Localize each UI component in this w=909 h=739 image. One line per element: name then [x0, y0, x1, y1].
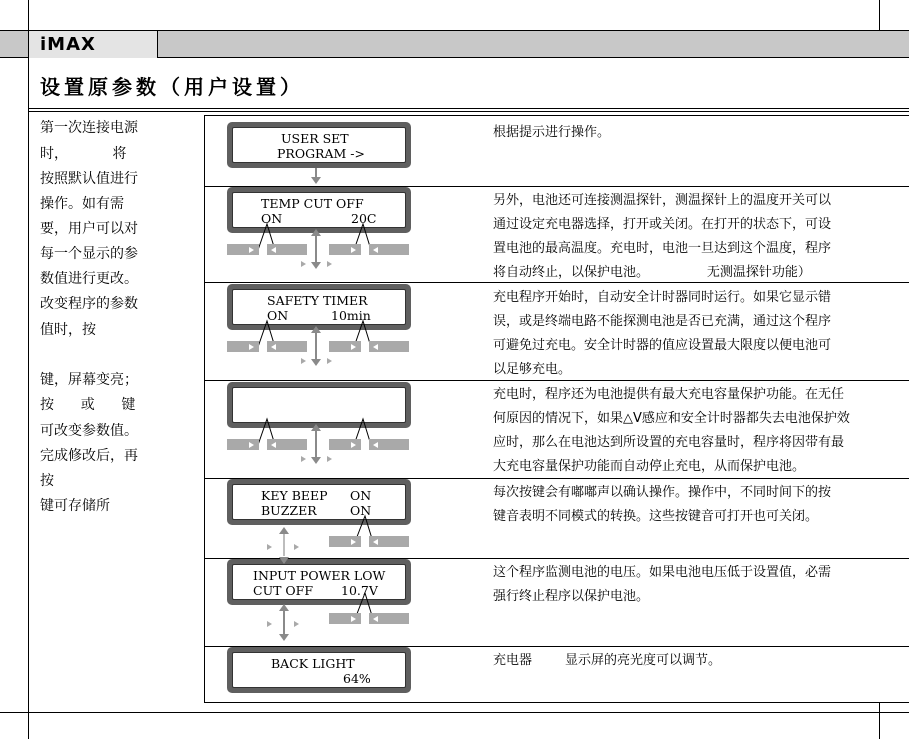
left-line: 按照默认值进行	[40, 171, 138, 187]
desc-line: 应时，那么在电池达到所设置的充电容量时，程序将因带有最	[493, 435, 845, 450]
arrow-head	[311, 424, 321, 431]
lcd-line: 10min	[331, 308, 371, 323]
description-safety-timer	[493, 286, 873, 382]
desc-line: 大充电容量保护功能而自动停止充电，从而保护电池。	[493, 459, 806, 474]
left-line: 操作。如有需	[40, 196, 124, 212]
up-down-arrow-icon	[283, 609, 285, 635]
small-right-arrow-icon	[301, 456, 306, 462]
lcd-line: 20C	[351, 211, 377, 226]
title-rule-2	[28, 111, 909, 112]
left-line: 每一个显示的参	[40, 246, 138, 262]
lcd-line: ON	[267, 308, 289, 323]
right-arrow-icon	[351, 344, 356, 350]
lcd-line: BACK LIGHT	[271, 656, 355, 671]
description-capacity-cut-off	[493, 383, 878, 479]
arrow-head	[279, 557, 289, 564]
description-user-set	[493, 121, 873, 145]
desc-line: 以足够充电。	[493, 362, 572, 377]
arrow-head	[311, 262, 321, 269]
arrow-head	[279, 527, 289, 534]
frame-bottom-line	[0, 712, 909, 713]
button-strip	[227, 341, 259, 352]
left-arrow-icon	[373, 442, 378, 448]
button-strip	[329, 341, 361, 352]
left-line: 值时，按	[40, 322, 96, 338]
desc-line: 充电程序开始时，自动安全计时器同时运行。如果它显示错	[493, 290, 832, 305]
desc-line: 强行终止程序以保护电池。	[493, 589, 650, 604]
arrow-head	[311, 457, 321, 464]
description-key-beep	[493, 481, 873, 529]
up-down-arrow-icon	[315, 234, 317, 262]
up-down-arrow-icon	[315, 429, 317, 457]
imax-logo: iMAX	[40, 34, 96, 55]
title-rule	[28, 108, 909, 109]
left-arrow-icon	[271, 442, 276, 448]
lcd-line: ON	[261, 211, 283, 226]
desc-line: 根据提示进行操作。	[493, 125, 611, 140]
left-arrow-icon	[271, 344, 276, 350]
right-arrow-icon	[351, 539, 356, 545]
button-strip	[329, 439, 361, 450]
lcd-line: ON	[350, 488, 372, 503]
small-right-arrow-icon	[294, 621, 299, 627]
left-arrow-icon	[373, 344, 378, 350]
desc-line: 这个程序监测电池的电压。如果电池电压低于设置值，必需	[493, 565, 832, 580]
desc-line: 何原因的情况下，如果△V感应和安全计时器都失去电池保护效	[493, 411, 850, 426]
right-arrow-icon	[249, 442, 254, 448]
left-line: 完成修改后，再	[40, 448, 138, 464]
arrow-head	[311, 326, 321, 333]
lcd-line: ON	[350, 503, 372, 518]
right-arrow-icon	[351, 616, 356, 622]
arrow-head	[279, 634, 289, 641]
lcd-line: PROGRAM ->	[277, 146, 365, 161]
desc-line: 通过设定充电器选择，打开或关闭。在打开的状态下，可设	[493, 217, 832, 232]
desc-line: 可避免过充电。安全计时器的值应设置最大限度以便电池可	[493, 338, 832, 353]
lcd-line: INPUT POWER LOW	[253, 568, 386, 583]
lcd-line: CUT OFF	[253, 583, 314, 598]
right-arrow-icon	[249, 344, 254, 350]
lcd-line: 10.7V	[341, 583, 378, 598]
description-back-light	[493, 649, 873, 673]
small-right-arrow-icon	[301, 261, 306, 267]
frame-right-line	[879, 0, 880, 30]
left-arrow-icon	[373, 539, 378, 545]
desc-line: 将自动终止，以保护电池。 无测温探针功能）	[493, 265, 811, 280]
description-temp-cut-off	[493, 189, 873, 285]
description-input-power-low	[493, 561, 873, 609]
left-line: 键，屏幕变亮；	[40, 372, 138, 388]
arrow-head	[279, 604, 289, 611]
lcd-line: 64%	[343, 671, 371, 686]
left-line: 键可存储所	[40, 498, 110, 514]
small-right-arrow-icon	[327, 358, 332, 364]
frame-right-line-bottom	[879, 703, 880, 739]
left-line: 时， 将	[40, 146, 127, 162]
page-title: 设置原参数（用户设置）	[40, 75, 304, 99]
left-line: 按 或 键	[40, 397, 136, 413]
small-right-arrow-icon	[327, 261, 332, 267]
lcd-line: TEMP CUT OFF	[261, 196, 364, 211]
left-line: 数值进行更改。	[40, 271, 138, 287]
desc-line: 充电时，程序还为电池提供有最大充电容量保护功能。在无任	[493, 387, 845, 402]
right-arrow-icon	[249, 247, 254, 253]
right-arrow-icon	[351, 442, 356, 448]
arrow-head	[311, 177, 321, 184]
button-strip	[227, 244, 259, 255]
arrow-head	[311, 229, 321, 236]
desc-line: 置电池的最高温度。充电时，电池一旦达到这个温度，程序	[493, 241, 832, 256]
button-strip	[329, 613, 361, 624]
left-line: 第一次连接电源	[40, 120, 138, 136]
desc-line: 键音表明不同模式的转换。这些按键音可打开也可关闭。	[493, 509, 819, 524]
left-arrow-icon	[271, 247, 276, 253]
small-right-arrow-icon	[294, 544, 299, 550]
lcd-line: KEY BEEP	[261, 488, 328, 503]
desc-line: 每次按键会有嘟嘟声以确认操作。操作中，不同时间下的按	[493, 485, 832, 500]
button-strip	[329, 244, 361, 255]
desc-line: 误，或是终端电路不能探测电池是否已充满，通过这个程序	[493, 314, 832, 329]
arrow-head	[311, 359, 321, 366]
small-right-arrow-icon	[301, 358, 306, 364]
small-right-arrow-icon	[267, 544, 272, 550]
button-strip	[227, 439, 259, 450]
left-line: 要，用户可以对	[40, 221, 138, 237]
right-arrow-icon	[351, 247, 356, 253]
up-down-arrow-icon	[283, 532, 285, 556]
left-line: 改变程序的参数	[40, 296, 138, 312]
up-down-arrow-icon	[315, 331, 317, 359]
left-line: 按	[40, 473, 54, 489]
left-arrow-icon	[373, 616, 378, 622]
small-right-arrow-icon	[327, 456, 332, 462]
left-line: 可改变参数值。	[40, 423, 138, 439]
lcd-line: USER SET	[281, 131, 349, 146]
lcd-line: SAFETY TIMER	[267, 293, 368, 308]
lcd-line: BUZZER	[261, 503, 317, 518]
small-right-arrow-icon	[267, 621, 272, 627]
button-strip	[329, 536, 361, 547]
lcd-user-set	[227, 122, 411, 168]
left-arrow-icon	[373, 247, 378, 253]
lcd-back-light	[227, 647, 411, 693]
desc-line: 另外，电池还可连接测温探针，测温探针上的温度开关可以	[493, 193, 832, 208]
desc-line: 充电器 显示屏的亮光度可以调节。	[493, 653, 722, 668]
